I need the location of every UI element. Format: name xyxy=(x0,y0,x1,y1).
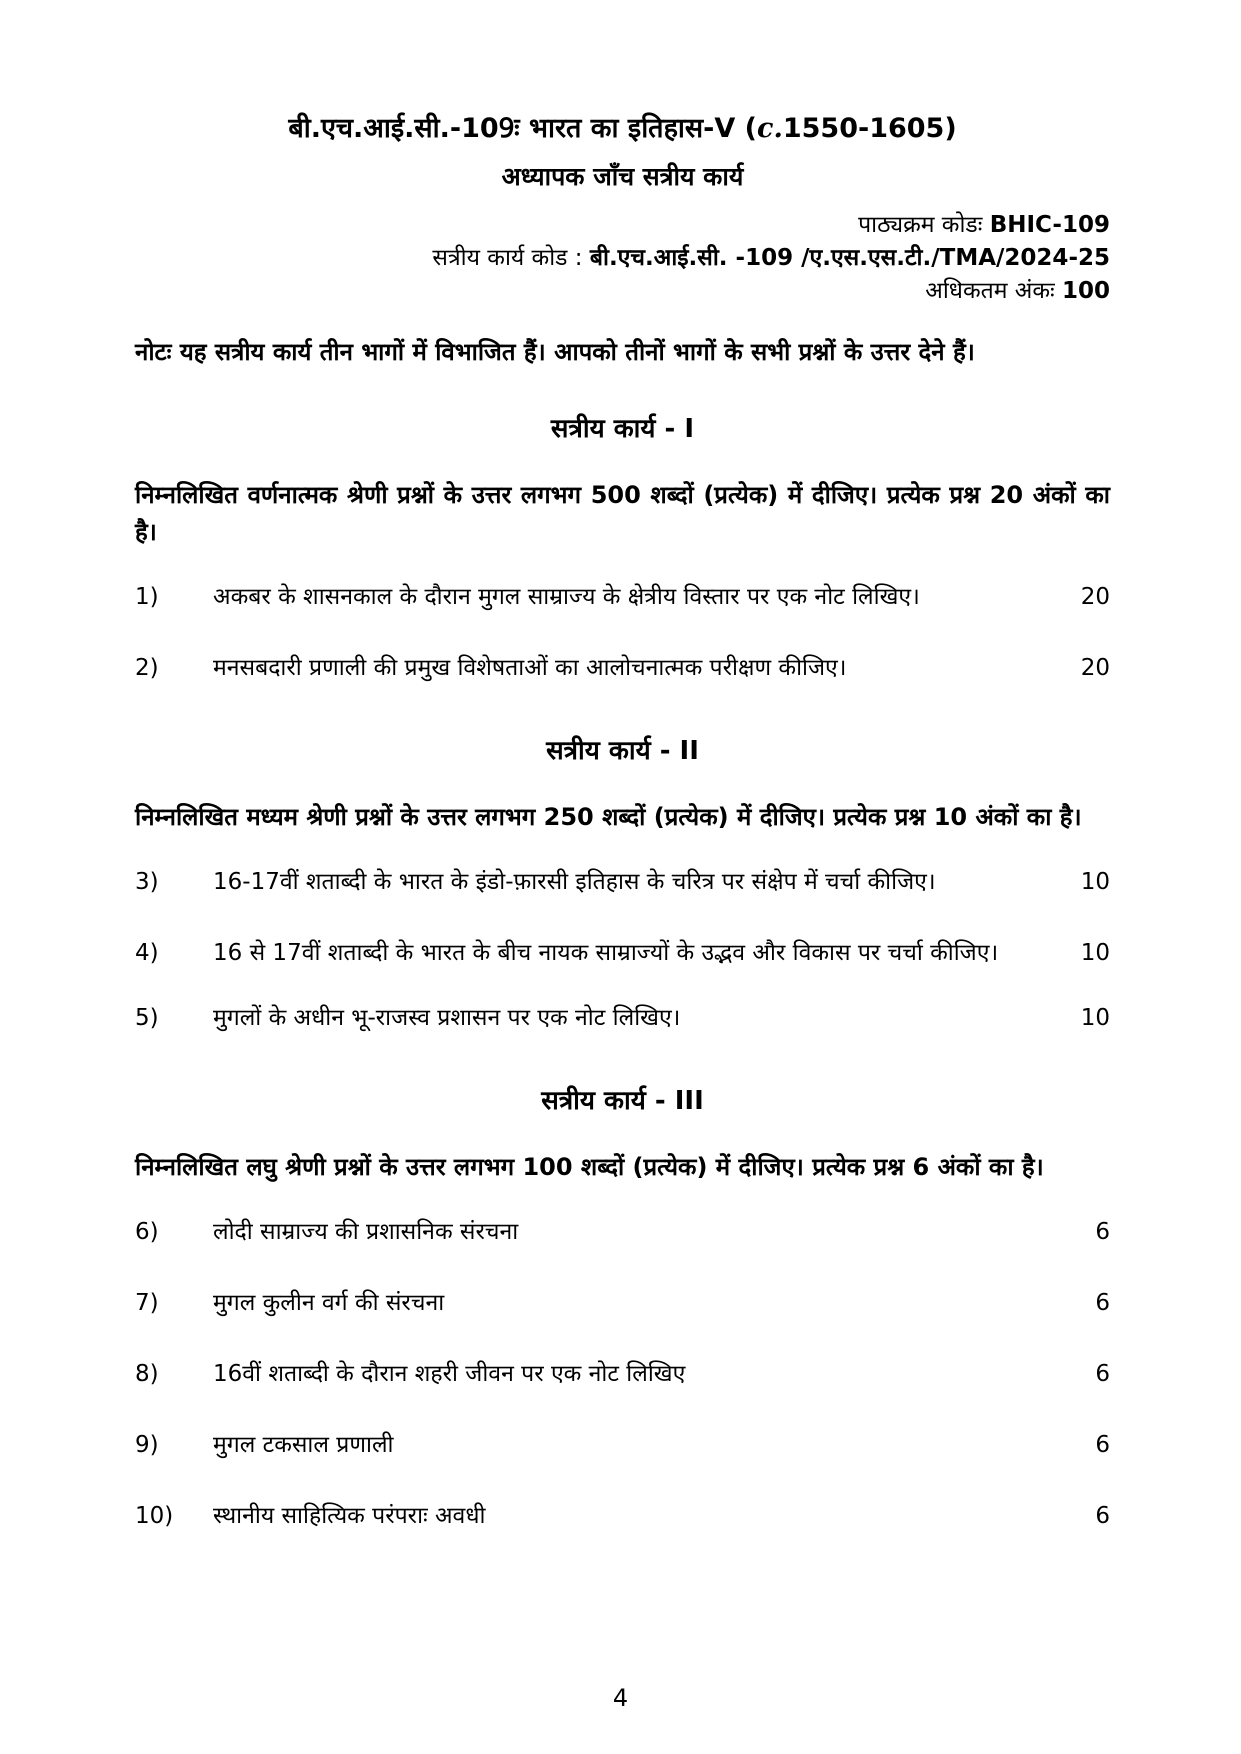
section-3-heading: सत्रीय कार्य - III xyxy=(541,1086,704,1116)
question-row xyxy=(135,1285,1110,1322)
question-text: 16-17वीं शताब्दी के भारत के इंडो-फ़ारसी इतिहास के चरित्र पर संक्षेप में चर्चा कीजिए। xyxy=(213,869,936,895)
question-row xyxy=(135,1498,1110,1535)
question-text: स्थानीय साहित्यिक परंपराः अवधी xyxy=(213,1503,486,1529)
question-marks: 10 xyxy=(1080,940,1110,966)
question-text: मनसबदारी प्रणाली की प्रमुख विशेषताओं का आलोचनात्मक परीक्षण कीजिए। xyxy=(213,655,847,681)
question-marks: 6 xyxy=(1095,1290,1110,1316)
question-marks: 20 xyxy=(1080,584,1110,610)
question-number: 1) xyxy=(135,584,159,610)
question-number: 9) xyxy=(135,1432,159,1458)
question-text: मुगलों के अधीन भू-राजस्व प्रशासन पर एक नोट लिखिए। xyxy=(213,1005,681,1031)
course-code-value: BHIC-109 xyxy=(989,212,1110,238)
max-marks-value: 100 xyxy=(1061,278,1110,304)
question-row xyxy=(135,1427,1110,1464)
question-row xyxy=(135,935,1110,972)
course-code-line xyxy=(135,209,1110,242)
question-text: अकबर के शासनकाल के दौरान मुगल साम्राज्य के क्षेत्रीय विस्तार पर एक नोट लिखिए। xyxy=(213,584,920,610)
note-paragraph: नोटः यह सत्रीय कार्य तीन भागों में विभाजित हैं। आपको तीनों भागों के सभी प्रश्नों के उत्तर देने हैं। xyxy=(135,338,975,366)
question-text: 16 से 17वीं शताब्दी के भारत के बीच नायक साम्राज्यों के उद्भव और विकास पर चर्चा कीजिए। xyxy=(213,940,999,966)
question-row xyxy=(135,650,1110,687)
question-row xyxy=(135,864,1110,901)
question-row xyxy=(135,1356,1110,1393)
question-marks: 6 xyxy=(1095,1432,1110,1458)
course-title-circa: c. xyxy=(757,113,783,144)
question-row xyxy=(135,1000,1110,1037)
question-marks: 6 xyxy=(1095,1503,1110,1529)
assignment-code-label: सत्रीय कार्य कोड : xyxy=(432,245,583,271)
section-1-heading: सत्रीय कार्य - I xyxy=(550,414,695,444)
section-2-heading: सत्रीय कार्य - II xyxy=(546,736,699,766)
question-number: 2) xyxy=(135,655,159,681)
section-2-instructions: निम्नलिखित मध्यम श्रेणी प्रश्नों के उत्तर लगभग 250 शब्दों (प्रत्येक) में दीजिए। प्रत्येक प्रश्न 10 अंकों का है। xyxy=(135,803,1082,831)
question-text: मुगल कुलीन वर्ग की संरचना xyxy=(213,1290,445,1316)
question-number: 4) xyxy=(135,940,159,966)
section-1-instructions: निम्नलिखित वर्णनात्मक श्रेणी प्रश्नों के उत्तर लगभग 500 शब्दों (प्रत्येक) में दीजिए। प्रत्येक प्रश्न 20 अंकों का है। xyxy=(135,481,1110,546)
question-marks: 10 xyxy=(1080,1005,1110,1031)
course-title-main: बी.एच.आई.सी.-109ः भारत का इतिहास-V ( xyxy=(288,113,757,144)
question-number: 8) xyxy=(135,1361,159,1387)
course-title xyxy=(135,112,1110,146)
section-3-instructions: निम्नलिखित लघु श्रेणी प्रश्नों के उत्तर लगभग 100 शब्दों (प्रत्येक) में दीजिए। प्रत्येक प्रश्न 6 अंकों का है। xyxy=(135,1153,1044,1181)
question-number: 7) xyxy=(135,1290,159,1316)
max-marks-line xyxy=(135,275,1110,308)
question-marks: 20 xyxy=(1080,655,1110,681)
course-code-label: पाठ्यक्रम कोडः xyxy=(858,212,983,238)
question-text: 16वीं शताब्दी के दौरान शहरी जीवन पर एक नोट लिखिए xyxy=(213,1361,686,1387)
question-text: लोदी साम्राज्य की प्रशासनिक संरचना xyxy=(213,1219,519,1245)
question-marks: 10 xyxy=(1080,869,1110,895)
assignment-code-value: बी.एच.आई.सी. -109 /ए.एस.एस.टी./TMA/2024-25 xyxy=(589,245,1110,271)
question-number: 5) xyxy=(135,1005,159,1031)
assignment-subtitle: अध्यापक जाँच सत्रीय कार्य xyxy=(501,162,744,191)
course-title-years: 1550-1605) xyxy=(782,113,957,144)
question-marks: 6 xyxy=(1095,1361,1110,1387)
question-number: 3) xyxy=(135,869,159,895)
question-text: मुगल टकसाल प्रणाली xyxy=(213,1432,394,1458)
question-number: 6) xyxy=(135,1219,159,1245)
max-marks-label: अधिकतम अंकः xyxy=(925,278,1055,304)
question-number: 10) xyxy=(135,1503,174,1529)
question-row xyxy=(135,579,1110,616)
question-marks: 6 xyxy=(1095,1219,1110,1245)
meta-block xyxy=(135,209,1110,308)
question-row xyxy=(135,1214,1110,1251)
page-number: 4 xyxy=(612,1684,629,1712)
assignment-code-line xyxy=(135,242,1110,275)
